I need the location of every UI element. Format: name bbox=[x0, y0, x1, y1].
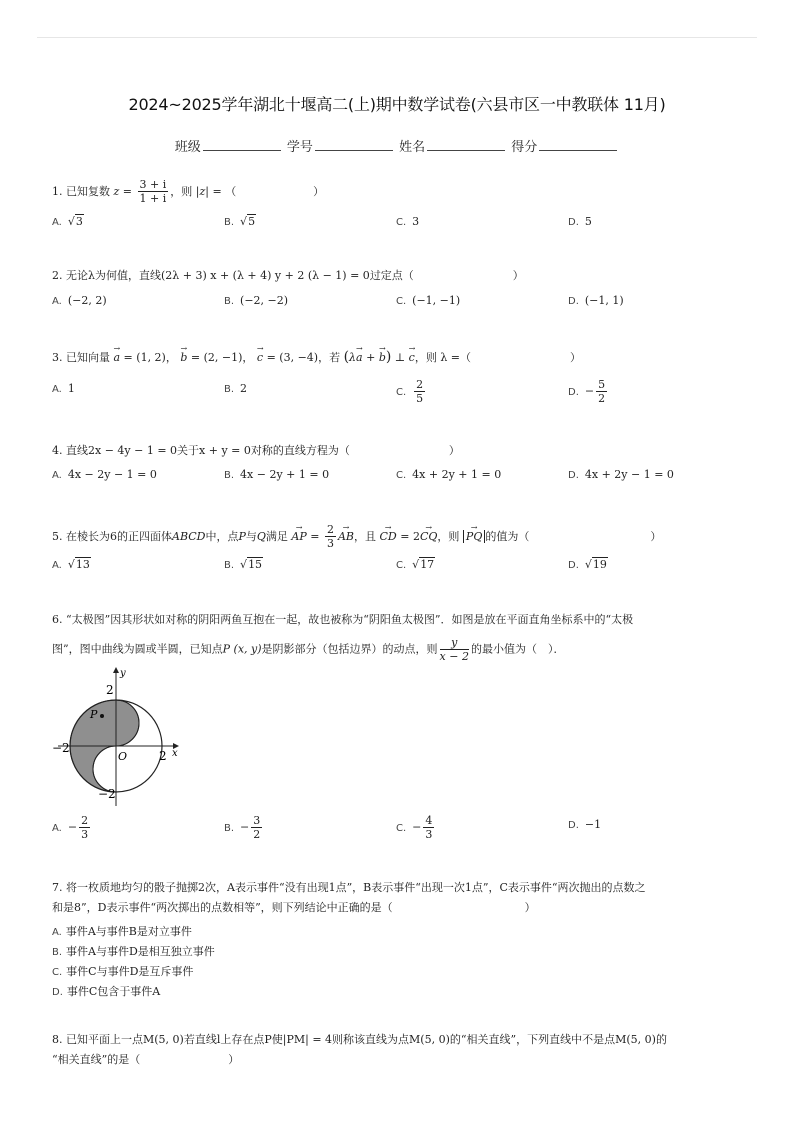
option-c[interactable] bbox=[396, 468, 501, 481]
option-value: 4x − 2y + 1 = 0 bbox=[240, 468, 330, 481]
numerator: 2 bbox=[416, 378, 424, 391]
option-d[interactable] bbox=[568, 294, 624, 307]
option-a[interactable] bbox=[52, 382, 75, 395]
formula: P (x, y) bbox=[222, 642, 262, 656]
option-label: D. bbox=[52, 987, 63, 998]
option-d[interactable]: D. √19 bbox=[568, 558, 607, 571]
option-b[interactable] bbox=[224, 294, 288, 307]
name-field[interactable] bbox=[427, 138, 505, 151]
question-1-stem: 1. 已知复数 z = $\frac{3 + i}{1 + i}$ ，则 |z| = （ ） bbox=[52, 178, 325, 205]
option-value: (−1, 1) bbox=[584, 294, 624, 307]
taiji-graph bbox=[52, 664, 182, 810]
stem-text: 在棱长为6的正四面体 bbox=[66, 529, 172, 543]
formula: |z| = bbox=[195, 184, 222, 198]
tick-y-2: 2 bbox=[106, 683, 114, 697]
vector-c: → c bbox=[257, 348, 263, 368]
stem-text: “相关直线”的是（ ） bbox=[52, 1053, 240, 1066]
denominator: 5 bbox=[416, 392, 424, 405]
option-label: B. bbox=[224, 470, 235, 481]
question-3-options bbox=[52, 378, 752, 410]
question-2 bbox=[52, 266, 742, 286]
formula: ( bbox=[343, 349, 350, 365]
point-p bbox=[100, 714, 104, 718]
stem-text: 关于 bbox=[177, 444, 200, 457]
option-value: 3 bbox=[412, 215, 420, 228]
option-a[interactable] bbox=[52, 294, 107, 307]
numerator: 3 bbox=[253, 814, 261, 827]
tick-x-neg2: −2 bbox=[52, 741, 70, 755]
formula: Q bbox=[256, 529, 266, 543]
formula: P bbox=[238, 529, 246, 543]
question-7-options bbox=[52, 922, 215, 1002]
option-label: C. bbox=[396, 470, 407, 481]
option-d[interactable]: D. − $\frac{5}{2}$ bbox=[568, 378, 606, 405]
question-5-options bbox=[52, 558, 752, 578]
formula: = (2, −1)， bbox=[187, 351, 254, 364]
stem-text: 中，点 bbox=[205, 529, 239, 543]
option-b[interactable]: B. √5 bbox=[224, 215, 256, 228]
fraction: $\frac{y}{x - 2}$ bbox=[439, 636, 469, 663]
option-a[interactable]: A. − $\frac{2}{3}$ bbox=[52, 814, 89, 841]
option-value: 5 bbox=[248, 215, 256, 228]
stem-text: 对称的直线方程为（ ） bbox=[250, 444, 460, 457]
stem-text: 已知复数 bbox=[66, 184, 110, 198]
stem-text: 直线 bbox=[66, 444, 88, 457]
option-label: B. bbox=[224, 296, 235, 307]
vector-a: → a bbox=[114, 348, 121, 368]
question-number: 5. bbox=[52, 529, 63, 543]
question-number: 2. bbox=[52, 269, 63, 282]
option-label: A. bbox=[52, 217, 62, 228]
option-value: (−2, 2) bbox=[67, 294, 107, 307]
stem-text: 已知向量 bbox=[66, 351, 110, 364]
p-label: P bbox=[90, 708, 98, 721]
score-field[interactable] bbox=[539, 138, 617, 151]
numerator: 5 bbox=[598, 378, 606, 391]
option-label: A. bbox=[52, 822, 62, 834]
option-c[interactable] bbox=[396, 215, 419, 228]
stem-text: 过定点（ ） bbox=[369, 269, 524, 282]
stem-text: 将一枚质地均匀的骰子抛掷2次，A表示事件“没有出现1点”，B表示事件“出现一次1点”，C表示事件“两次抛出的点数之 bbox=[66, 881, 646, 894]
option-a[interactable] bbox=[52, 922, 215, 942]
question-6-options bbox=[52, 814, 752, 846]
vector-cq: → CQ bbox=[420, 527, 437, 547]
option-label: C. bbox=[396, 560, 407, 571]
x-axis-label: x bbox=[172, 748, 178, 759]
option-value: 13 bbox=[75, 558, 90, 571]
option-label: A. bbox=[52, 384, 62, 395]
option-label: C. bbox=[396, 217, 407, 228]
stem-text: 图”，图中曲线为圆或半圆，已知点 bbox=[52, 642, 223, 656]
question-3 bbox=[52, 347, 742, 368]
option-d[interactable] bbox=[568, 215, 592, 228]
class-field[interactable] bbox=[203, 138, 281, 151]
formula: ⊥ → c bbox=[391, 351, 415, 364]
student-info-row bbox=[0, 136, 794, 155]
option-value: −1 bbox=[584, 818, 602, 831]
option-label: C. bbox=[396, 296, 407, 307]
option-label: B. bbox=[224, 822, 235, 834]
vector-ap: → AP bbox=[291, 527, 306, 547]
question-number: 7. bbox=[52, 881, 63, 894]
stem-text: 已知平面上一点M(5, 0)若直线l上存在点P使|PM| = 4则称该直线为点M(5, 0)的“相关直线”，下列直线中不是点M(5, 0)的 bbox=[66, 1033, 667, 1046]
question-4-options bbox=[52, 468, 752, 488]
stem-text: ，则 bbox=[170, 184, 193, 198]
option-c[interactable] bbox=[396, 294, 460, 307]
stem-text: ，则 λ =（ ） bbox=[414, 351, 582, 364]
option-label: A. bbox=[52, 560, 62, 571]
option-label: C. bbox=[396, 386, 407, 398]
option-b[interactable] bbox=[224, 382, 247, 395]
question-5: 5. 在棱长为6的正四面体ABCD中，点P与Q满足 → AP = $\frac{2}{3}$ → AB，且 → CD = 2→ CQ，则 → PQ 的值为（ ） bbox=[52, 523, 742, 550]
option-b[interactable]: B. √15 bbox=[224, 558, 263, 571]
stem-text: 和是8”，D表示事件“两次掷出的点数相等”，则下列结论中正确的是（ ） bbox=[52, 901, 536, 914]
option-label: D. bbox=[568, 470, 579, 481]
formula: (2λ + 3) x + (λ + 4) y + 2 (λ − 1) = 0 bbox=[160, 269, 370, 282]
option-a[interactable]: A. √13 bbox=[52, 558, 90, 571]
score-label: 得分 bbox=[511, 140, 538, 155]
question-number: 6. bbox=[52, 613, 63, 626]
numerator: 2 bbox=[81, 814, 89, 827]
question-8 bbox=[52, 1030, 742, 1070]
question-1-options bbox=[52, 215, 752, 235]
vector-b: → b bbox=[180, 348, 187, 368]
name-label: 姓名 bbox=[399, 140, 426, 155]
option-b[interactable] bbox=[224, 468, 329, 481]
formula: = (3, −4)，若 bbox=[263, 351, 341, 364]
formula: ABCD bbox=[172, 529, 206, 543]
y-axis-label: y bbox=[120, 668, 126, 679]
option-c[interactable] bbox=[396, 378, 427, 405]
student-id-label: 学号 bbox=[286, 140, 313, 155]
option-value: 事件C与事件D是互斥事件 bbox=[66, 965, 194, 978]
option-value: 15 bbox=[248, 558, 263, 571]
question-number: 8. bbox=[52, 1033, 63, 1046]
denominator: 3 bbox=[425, 828, 433, 841]
question-1 bbox=[52, 178, 742, 205]
question-4 bbox=[52, 441, 742, 461]
option-label: B. bbox=[52, 947, 63, 958]
stem-text: ，则 bbox=[437, 529, 460, 543]
question-6 bbox=[52, 610, 742, 663]
option-value: 事件A与事件D是相互独立事件 bbox=[66, 945, 215, 958]
option-label: D. bbox=[568, 217, 579, 228]
stem-text: 的最小值为（ ）． bbox=[470, 642, 565, 656]
option-label: A. bbox=[52, 470, 62, 481]
option-label: B. bbox=[224, 217, 235, 228]
option-b[interactable] bbox=[52, 942, 215, 962]
fraction: $\frac{2}{3}$ bbox=[326, 523, 334, 550]
stem-text: “太极图”因其形状如对称的阴阳两鱼互抱在一起，故也被称为“阴阳鱼太极图”．如图是放在平面直角坐标系中的“太极 bbox=[66, 613, 634, 626]
question-number: 1. bbox=[52, 184, 63, 198]
vector-ab: → AB bbox=[338, 527, 354, 547]
option-value: 4x − 2y − 1 = 0 bbox=[67, 468, 157, 481]
option-a[interactable]: A. √3 bbox=[52, 215, 83, 228]
option-d[interactable] bbox=[568, 818, 601, 831]
tick-x-2: 2 bbox=[159, 749, 167, 763]
formula: λ→ a + → b bbox=[349, 351, 386, 364]
formula: ) bbox=[385, 349, 392, 365]
option-value: 事件C包含于事件A bbox=[66, 985, 161, 998]
option-d[interactable] bbox=[568, 468, 674, 481]
stem-text: 与 bbox=[245, 529, 257, 543]
option-label: D. bbox=[568, 820, 579, 831]
option-value: 4x + 2y − 1 = 0 bbox=[584, 468, 674, 481]
question-number: 3. bbox=[52, 351, 63, 364]
denominator: 2 bbox=[253, 828, 261, 841]
option-label: C. bbox=[396, 822, 407, 834]
top-rule bbox=[37, 37, 757, 38]
option-label: A. bbox=[52, 296, 62, 307]
stem-text: 无论λ为何值，直线 bbox=[66, 269, 161, 282]
option-value: 17 bbox=[420, 558, 435, 571]
question-number: 4. bbox=[52, 444, 63, 457]
option-a[interactable] bbox=[52, 468, 157, 481]
option-c[interactable]: C. √17 bbox=[396, 558, 435, 571]
option-value: 事件A与事件B是对立事件 bbox=[65, 925, 192, 938]
class-label: 班级 bbox=[174, 140, 201, 155]
option-value: 19 bbox=[592, 558, 607, 571]
option-d[interactable] bbox=[52, 982, 215, 1002]
stem-text: 是阴影部分（包括边界）的动点，则 bbox=[261, 642, 438, 656]
option-value: (−2, −2) bbox=[240, 294, 289, 307]
option-label: B. bbox=[224, 560, 235, 571]
option-label: D. bbox=[568, 386, 579, 398]
option-c[interactable]: C. − $\frac{4}{3}$ bbox=[396, 814, 433, 841]
option-value: 2 bbox=[240, 382, 248, 395]
question-2-options bbox=[52, 294, 752, 314]
option-label: B. bbox=[224, 384, 235, 395]
denominator: 3 bbox=[81, 828, 89, 841]
formula: = (1, 2)， bbox=[120, 351, 177, 364]
option-value: (−1, −1) bbox=[412, 294, 461, 307]
formula: z bbox=[113, 184, 120, 198]
fraction: $\frac{3 + i}{1 + i}$ bbox=[139, 178, 167, 205]
option-value: 5 bbox=[584, 215, 592, 228]
tick-y-neg2: −2 bbox=[98, 787, 116, 801]
question-7 bbox=[52, 878, 742, 918]
stem-text: 的值为（ ） bbox=[485, 529, 662, 543]
formula: 2x − 4y − 1 = 0 bbox=[88, 444, 178, 457]
option-label: D. bbox=[568, 296, 579, 307]
option-value: 3 bbox=[75, 215, 83, 228]
denominator: 2 bbox=[598, 392, 606, 405]
origin-label: O bbox=[118, 750, 128, 763]
answer-paren: （ ） bbox=[225, 184, 325, 198]
formula: x + y = 0 bbox=[199, 444, 251, 457]
option-label: D. bbox=[568, 560, 579, 571]
option-label: C. bbox=[52, 967, 63, 978]
option-label: A. bbox=[52, 927, 62, 938]
option-b[interactable]: B. − $\frac{3}{2}$ bbox=[224, 814, 261, 841]
stem-text: ，且 bbox=[354, 529, 377, 543]
option-c[interactable] bbox=[52, 962, 215, 982]
numerator: 4 bbox=[425, 814, 433, 827]
student-id-field[interactable] bbox=[315, 138, 393, 151]
option-value: 1 bbox=[67, 382, 75, 395]
exam-title: 2024~2025学年湖北十堰高二(上)期中数学试卷(六县市区一中教联体 11月) bbox=[128, 95, 666, 114]
formula: → PQ bbox=[463, 530, 485, 543]
vector-cd: → CD bbox=[380, 527, 397, 547]
option-value: 4x + 2y + 1 = 0 bbox=[412, 468, 502, 481]
stem-text: 满足 bbox=[265, 529, 288, 543]
